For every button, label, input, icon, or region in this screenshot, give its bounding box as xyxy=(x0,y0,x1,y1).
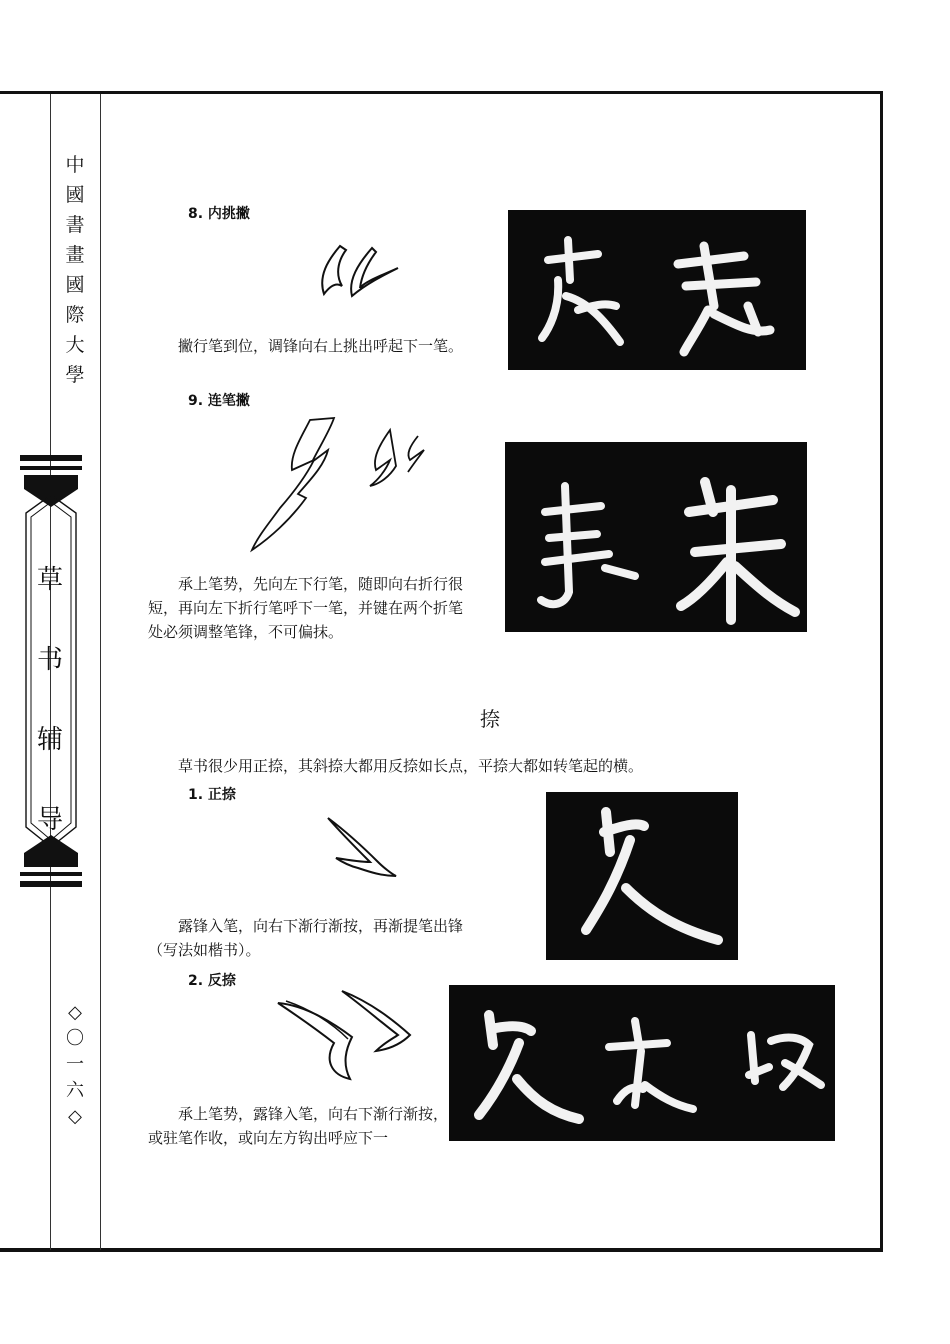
vertical-char: 中 xyxy=(65,154,85,176)
calligraphy-rubbing-image xyxy=(508,210,806,370)
page-frame-bottom xyxy=(0,1248,883,1252)
straight-press-stroke-sketch-icon xyxy=(320,812,400,882)
section-intro: 草书很少用正捺，其斜捺大都用反捺如长点，平捺大都如转笔起的横。 xyxy=(178,757,644,775)
calligraphy-rubbing-image xyxy=(505,442,807,632)
vertical-char: 大 xyxy=(65,334,85,356)
vertical-char: 导 xyxy=(36,805,63,835)
calligraphy-rubbing-character-icon xyxy=(546,792,738,960)
item-description: 承上笔势，先向左下行笔，随即向右折行很短，再向左下折行笔呼下一笔，并键在两个折笔处必须调整笔锋，不可偏抹。 xyxy=(148,575,464,641)
item-title: 1. 正捺 xyxy=(188,787,236,803)
sidebar-rule xyxy=(100,94,101,1250)
vertical-char: 六 xyxy=(66,1080,84,1101)
vertical-char: 書 xyxy=(65,214,85,236)
page-frame-right xyxy=(880,91,883,1252)
page-frame-top xyxy=(0,91,883,94)
vertical-char: 國 xyxy=(65,274,85,296)
reverse-press-stroke-sketch-icon xyxy=(272,985,432,1085)
section-title: 捺 xyxy=(480,707,502,731)
vertical-char: ◇ xyxy=(68,1106,82,1127)
item-description: 承上笔势，露锋入笔，向右下渐行渐按，或驻笔作收，或向左方钩出呼应下一 xyxy=(148,1105,449,1147)
vertical-char: ◇ xyxy=(68,1002,82,1023)
school-title xyxy=(60,150,90,390)
calligraphy-rubbing-image xyxy=(546,792,738,960)
vertical-char: 草 xyxy=(36,565,63,595)
page-number xyxy=(62,1000,88,1130)
calligraphy-rubbing-characters-icon xyxy=(508,210,806,370)
connected-stroke-sketch-icon xyxy=(250,410,440,560)
vertical-char: 辅 xyxy=(36,725,63,755)
vertical-char: 際 xyxy=(65,304,85,326)
item-title: 8. 内挑撇 xyxy=(188,206,250,222)
item-title: 2. 反捺 xyxy=(188,973,236,989)
book-title xyxy=(30,540,70,860)
inner-flick-stroke-sketch-icon xyxy=(310,242,405,302)
vertical-char: 一 xyxy=(66,1054,84,1075)
calligraphy-rubbing-image xyxy=(449,985,835,1141)
vertical-char: 學 xyxy=(65,364,85,386)
vertical-char: 书 xyxy=(36,645,63,675)
item-description: 撇行笔到位，调锋向右上挑出呼起下一笔。 xyxy=(178,337,464,355)
item-title: 9. 连笔撇 xyxy=(188,393,250,409)
calligraphy-rubbing-characters-icon xyxy=(505,442,807,632)
vertical-char: 國 xyxy=(65,184,85,206)
calligraphy-rubbing-characters-icon xyxy=(449,985,835,1141)
item-description: 露锋入笔，向右下渐行渐按，再渐提笔出锋（写法如楷书）。 xyxy=(148,917,464,959)
vertical-char: 畫 xyxy=(65,244,85,266)
vertical-char: 〇 xyxy=(66,1028,84,1049)
